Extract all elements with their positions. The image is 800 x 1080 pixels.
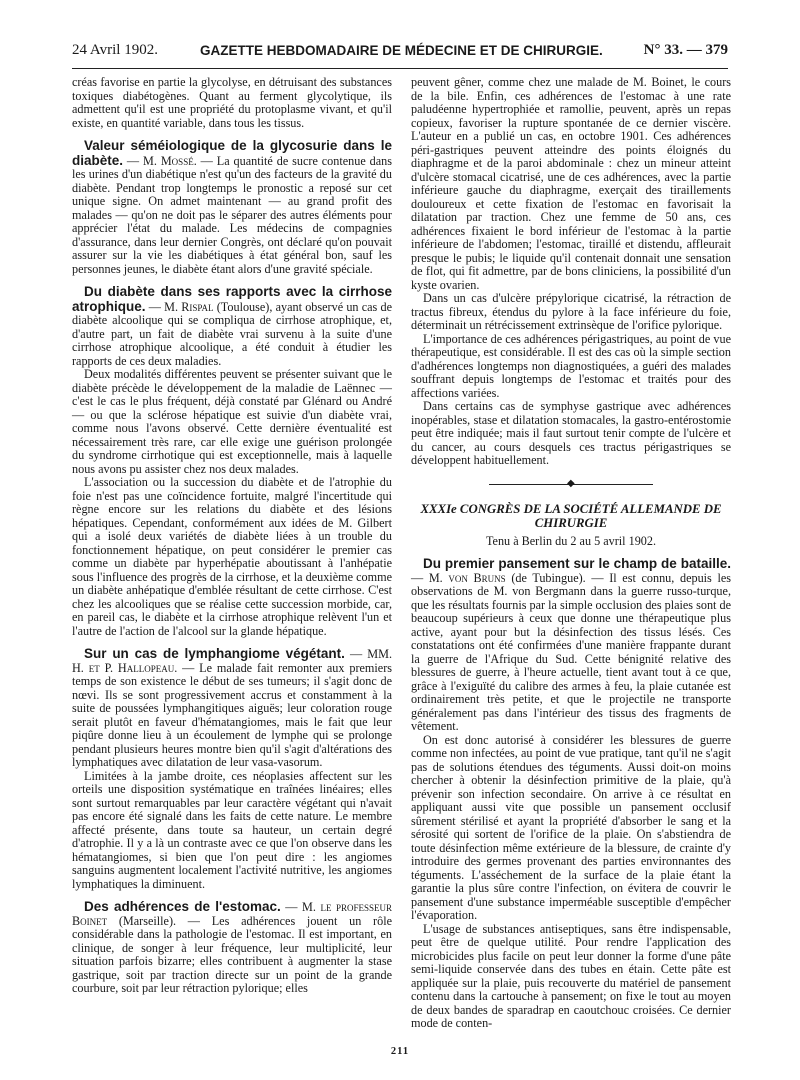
paragraph: (de Tubingue). — Il est connu, depuis les observations de M. von Bergmann dans la guerre russo-turque, que les résultats fournis par la simple occlusion des plaies sont de beaucoup supérieurs à ceux que donne une thérapeutique plus active, ayant pour but la désinfection des tissus lésés. Ces constatations ont été confirmées d'une manière frappante durant la guerre de l'Afrique du Sud. Cette bénignité relative des blessures de guerre, à l'heure actuelle, tient avant tout à ce que, grâce à l'exiguïté du calibre des armes à feu, la plaie cutanée est ordinairement très petite, et que le projectile ne transporte généralement pas dans l'intérieur des tissus des fragments de vêtement.	[411, 570, 731, 733]
congress-heading: XXXIe CONGRÈS DE LA SOCIÉTÉ ALLEMANDE DE CHIRURGIE	[420, 501, 722, 530]
paragraph: Limitées à la jambe droite, ces néoplasies affectent sur les orteils une disposition systématique en traînées linéaires; elles sont surtout remarquables par leur caractère végétant qui n'avait pas encore été signalé dans les faits de cette nature. Le membre affecté présente, dans toute sa hauteur, un certain degré d'atrophie. Il y a là un contraste avec ce que l'on observe dans les hématangiomes, si bien que l'on peut dire : les angiomes sanguins augmentent localement l'activité nutritive, les angiomes lymphatiques la diminuent.	[72, 768, 392, 891]
issue-page-number: N° 33. — 379	[643, 42, 728, 58]
paragraph: (Marseille). — Les adhérences jouent un rôle considérable dans la pathologie de l'estomac. Il est important, en clinique, de songer à leur fréquence, leur multiplicité, leur situation parfois bizarre; elles contribuent à augmenter la stase gastrique, soit par traction directe sur un point de la grande courbure, soit par leur rétraction pylorique; elles	[72, 913, 393, 995]
paragraph: La quantité de sucre contenue dans les urines d'un diabétique n'est qu'un des facteurs de la gravité du diabète. Pendant trop longtemps le pronostic a reposé sur cet unique signe. On admet maintenant — au grand profit des malades — qu'on ne doit pas le séparer des autres éléments pour apprécier l'état du malade. Les médecins de compagnies d'assurance, dans leur dernier Congrès, ont déclaré qu'on pouvait assurer sur la vie les diabétiques à état général bon, sauf les personnes jeunes, le diabète étant alors d'une gravité spéciale.	[72, 153, 393, 276]
section-lymphangiome: Sur un cas de lymphangiome végétant. — MM. H. et P. Hallopeau. — Le malade fait remonter aux premiers temps de son existence le début de ses tumeurs; il s'agit donc de nœvi. Ils se sont progressivement accrus et constamment à la suite de poussées lymphangitiques aiguës; leur coloration rouge serait plutôt en faveur d'hématangiomes, mais le fait que leur piqûre donne lieu à un écoulement de lymphe qui se prolonge pendant plusieurs heures montre bien qu'il s'agit d'altérations des lymphatiques avec dilatation de leur vasa-vasorum.	[72, 646, 393, 769]
diamond-ornament-icon: ◆	[567, 477, 575, 489]
left-column	[72, 76, 392, 996]
issue-date: 24 Avril 1902.	[72, 42, 158, 58]
paragraph: Deux modalités différentes peuvent se présenter suivant que le diabète précède le développement de la maladie de Laënnec — c'est le cas le plus fréquent, déjà constaté par Glénard ou André — ou que la sclérose hépatique est suivie d'un diabète vrai, comme nous l'avons observé. Cette dernière éventualité est nécessairement très rare, car elle exige une guérison prolongée du syndrome cirrhotique qui est exceptionnelle, mais à laquelle nous avons pu assister chez nos deux malades.	[72, 367, 392, 476]
paragraph: Dans un cas d'ulcère prépylorique cicatrisé, la rétraction de tractus fibreux, étendus du pylore à la face inférieure du foie, déterminait un rétrécissement extrinsèque de l'orifice pylorique.	[411, 291, 731, 332]
paragraph: On est donc autorisé à considérer les blessures de guerre comme non infectées, au point de vue pratique, tant qu'il ne s'agit pas de solutions étendues des téguments. Aussi doit-on moins chercher à obtenir la désinfection primitive de la plaie, qu'à prévenir son infection secondaire. On arrive à ce résultat en appliquant aussi vite que possible un pansement occlusif sûrement stérilisé et ayant la propriété d'absorber le sang et la sérosité qui sortent de l'orifice de la plaie. On s'abstiendra de toute désinfection même extérieure de la blessure, de crainte d'y introduire des germes provenant des parties environnantes des téguments. L'asséchement de la surface de la plaie étant la garantie la plus sûre contre l'infection, on évitera de couvrir le pansement d'une substance imperméable susceptible d'empêcher l'évaporation.	[411, 732, 731, 922]
paragraph: (Toulouse), ayant observé un cas de diabète alcoolique qui se compliqua de cirrhose atrophique, et, d'autre part, un fait de diabète vrai survenu à la suite d'une cirrhose atrophique alcoolique, a été conduit à étudier les rapports de ces deux maladies.	[72, 299, 393, 368]
section-author: M. Rispal	[164, 299, 214, 314]
section-title: Sur un cas de lymphangiome végétant.	[84, 646, 345, 661]
section-author: M. von Bruns	[428, 570, 506, 585]
paragraph: peuvent gêner, comme chez une malade de M. Boinet, le cours de la bile. Enfin, ces adhérences de l'estomac à une rate paludéenne hypertrophiée et ramollie, peuvent, après un repas copieux, favoriser la rupture spontanée de ce dernier viscère. L'auteur en a publié un cas, en octobre 1901. Ces adhérences péri-gastriques peuvent atteindre des points éloignés du diaphragme et de la paroi abdominale : chez un mineur atteint d'ulcère stomacal cicatrisé, une de ces adhérences, avec la partie inférieure gauche du diaphragme, exerçait des tiraillements douloureux et cette fixation de l'estomac en favorisait la dilatation par traction. Chez une femme de 50 ans, ces adhérences fixaient le bord inférieur de l'estomac à la partie inférieure de l'abdomen; l'estomac, tiraillé et distendu, affleurait presque le pubis; le liquide qu'il contenait donnait une sensation de flot, qui fit admettre, par de bons cliniciens, la possibilité d'un kyste ovarien.	[411, 75, 731, 292]
right-column	[411, 76, 731, 1031]
section-title: Valeur séméiologique de la glycosurie dans le diabète.	[72, 138, 392, 168]
paragraph: Le malade fait remonter aux premiers temps de son existence le début de ses tumeurs; il s'agit donc de nœvi. Ils se sont progressivement accrus et constamment à la suite de poussées lymphangitiques aiguës; leur coloration rouge serait plutôt en faveur d'hématangiomes, mais le fait que leur piqûre donne lieu à un écoulement de lymphe qui se prolonge pendant plusieurs heures montre bien qu'il s'agit d'altérations des lymphatiques avec dilatation de leur vasa-vasorum.	[72, 660, 392, 769]
section-title: Du premier pansement sur le champ de bataille.	[423, 556, 731, 571]
section-glycosurie: Valeur séméiologique de la glycosurie dans le diabète. — M. Mossé. — La quantité de sucre contenue dans les urines d'un diabétique n'est qu'un des facteurs de la gravité du diabète. Pendant trop longtemps le pronostic a reposé sur cet unique signe. On admet maintenant — au grand profit des malades — qu'on ne doit pas le séparer des autres éléments pour apprécier l'état du malade. Les médecins de compagnies d'assurance, dans leur dernier Congrès, ont déclaré qu'on pouvait assurer sur la vie les diabétiques à état général bon, sauf les personnes jeunes, le diabète étant alors d'une gravité spéciale.	[72, 138, 393, 276]
header-rule	[72, 68, 728, 69]
section-cirrhose: Du diabète dans ses rapports avec la cirrhose atrophique. — M. Rispal (Toulouse), ayant observé un cas de diabète alcoolique qui se compliqua de cirrhose atrophique, et, d'autre part, un fait de diabète vrai survenu à la suite d'une cirrhose atrophique alcoolique, a été conduit à étudier les rapports de ces deux maladies.	[72, 284, 393, 368]
running-header	[72, 34, 728, 64]
section-author: MM. H. et P. Hallopeau.	[72, 647, 393, 675]
paragraph: L'association ou la succession du diabète et de l'atrophie du foie n'est pas une coïncidence fortuite, malgré l'incertitude qui règne encore sur les relations du diabète et des lésions hépatiques. Cependant, conformément aux idées de M. Gilbert qui a isolé deux variétés de diabète liées à un trouble du fonctionnement hépatique, on peut considérer le premier cas comme un diabète par hyperhépatie aboutissant à l'anhépatie sous l'influence des progrès de la cirrhose, et la deuxième comme un diabète anhépatique d'emblée résultant de cette cirrhose. C'est chez les alcooliques que se réalise cette succession morbide, car, en pareil cas, le diabète et la cirrhose atrophique relèvent l'un et l'autre de l'action de l'alcool sur la glande hépatique.	[72, 475, 392, 638]
paragraph: créas favorise en partie la glycolyse, en détruisant des substances toxiques diabétogènes. Quant au ferment glycolytique, ils admettent qu'il est une propriété du protoplasme vivant, et qu'il existe, en quantité variable, dans tous les tissus.	[72, 75, 392, 130]
paragraph: L'importance de ces adhérences périgastriques, au point de vue thérapeutique, est considérable. Il est des cas où la simple section d'adhérences longtemps non diagnostiquées, a guéri des malades souffrant depuis longtemps de l'estomac et traités pour des affections variées.	[411, 331, 731, 400]
congress-dates: Tenu à Berlin du 2 au 5 avril 1902.	[485, 533, 657, 548]
paragraph: Dans certains cas de symphyse gastrique avec adhérences inopérables, stase et dilatation stomacales, la gastro-entérostomie peut être indiquée; mais il faut surtout tenir compte de l'ulcère et du cancer, au cours desquels ces tractus périgastriques se développent habituellement.	[411, 399, 731, 467]
section-title: Des adhérences de l'estomac.	[84, 899, 281, 914]
section-pansement: Du premier pansement sur le champ de bataille. — M. von Bruns (de Tubingue). — Il est connu, depuis les observations de M. von Bergmann dans la guerre russo-turque, que les résultats fournis par la simple occlusion des plaies sont de beaucoup supérieurs à ceux que donne une thérapeutique plus active, ayant pour but la désinfection des tissus lésés. Ces constatations ont été confirmées d'une manière frappante durant la guerre de l'Afrique du Sud. Cette bénignité relative des blessures de guerre, à l'heure actuelle, tient avant tout à ce que, grâce à l'exiguïté du calibre des armes à feu, la plaie cutanée est ordinairement très petite, et que le projectile ne transporte généralement pas dans l'intérieur des tissus des fragments de vêtement.	[411, 556, 731, 733]
paragraph: L'usage de substances antiseptiques, sans être indispensable, peut être de quelque utilité. Pour rendre l'application des microbicides plus facile on peut leur donner la forme d'une pâte semi-liquide conservée dans des tubes en étain. Cette pâte est appliquée sur la plaie, puis recouverte du matériel de pansement contenu dans la cartouche à pansement; on fixe le tout au moyen de deux bandes de sparadrap en caoutchouc croisées. Ce dernier mode de conten-	[411, 921, 731, 1030]
section-estomac: Des adhérences de l'estomac. — M. le professeur Boinet (Marseille). — Les adhérences jouent un rôle considérable dans la pathologie de l'estomac. Il est important, en clinique, de songer à leur fréquence, leur multiplicité, leur situation parfois bizarre; elles contribuent à augmenter la stase gastrique, soit par traction directe sur un point de la grande courbure, soit par leur rétraction pylorique; elles	[72, 899, 393, 995]
section-author: M. le professeur Boinet	[72, 900, 392, 928]
folio-number: 211	[390, 1046, 410, 1057]
section-author: M. Mossé.	[143, 153, 197, 168]
journal-title: GAZETTE HEBDOMADAIRE DE MÉDECINE ET DE CHIRURGIE.	[200, 43, 603, 58]
section-title: Du diabète dans ses rapports avec la cirrhose atrophique.	[72, 284, 392, 314]
section-divider	[411, 468, 731, 502]
